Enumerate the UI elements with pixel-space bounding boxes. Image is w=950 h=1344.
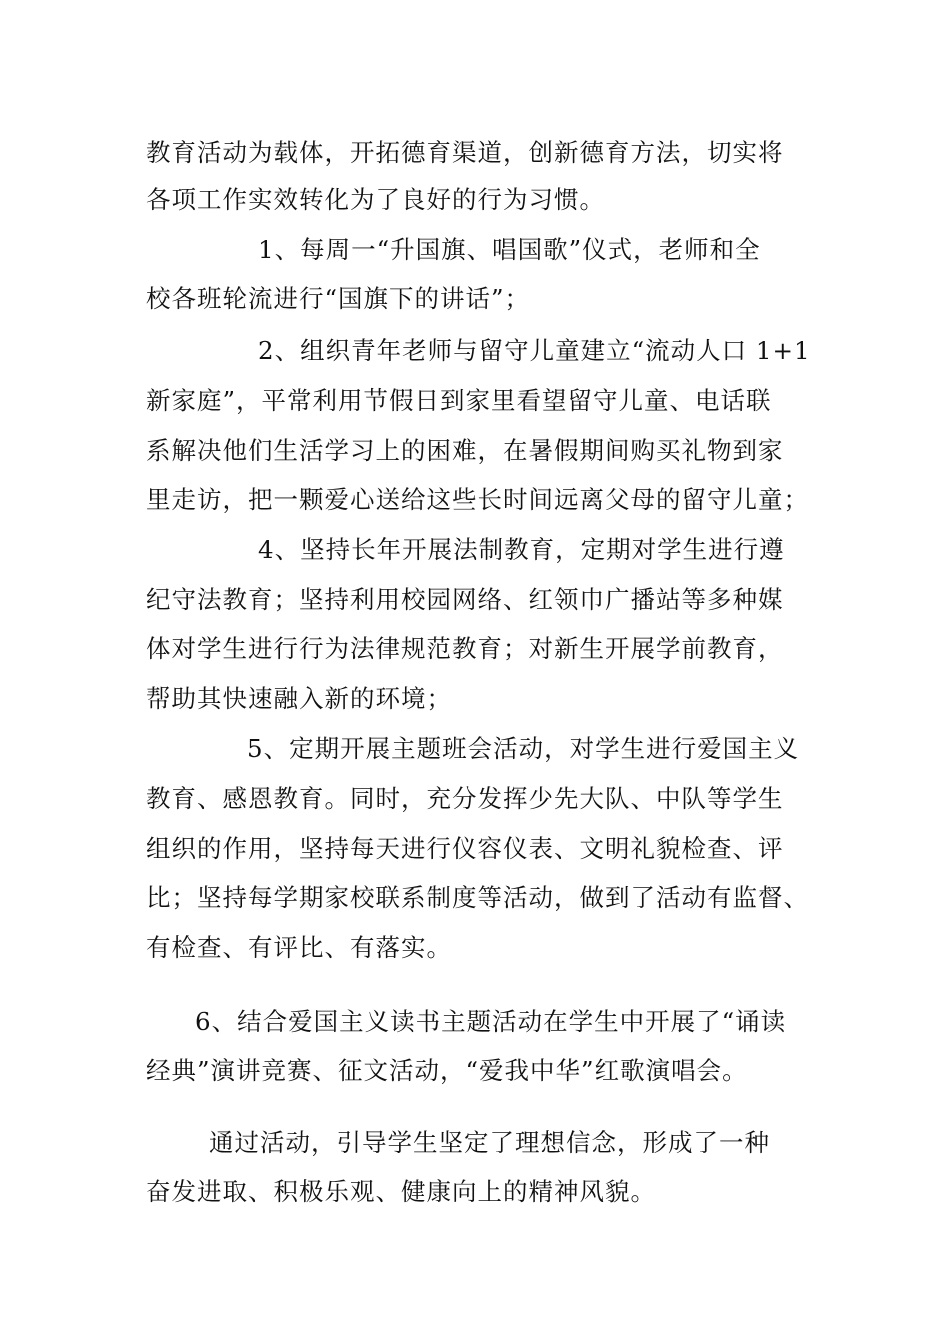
text-line: 6、结合爱国主义读书主题活动在学生中开展了“诵读 [195,1007,787,1036]
text-line: 2、组织青年老师与留守儿童建立“流动人口 1+1 [258,336,811,365]
text-line: 校各班轮流进行“国旗下的讲话”； [146,284,531,313]
text-line: 里走访，把一颗爱心送给这些长时间远离父母的留守儿童； [146,485,809,514]
text-line: 系解决他们生活学习上的困难，在暑假期间购买礼物到家 [146,436,784,465]
text-line: 教育活动为载体，开拓德育渠道，创新德育方法，切实将 [146,138,784,167]
text-line: 各项工作实效转化为了良好的行为习惯。 [146,185,605,214]
text-line: 组织的作用，坚持每天进行仪容仪表、文明礼貌检查、评 [146,834,784,863]
text-line: 奋发进取、积极乐观、健康向上的精神风貌。 [146,1177,656,1206]
text-line: 新家庭”，平常利用节假日到家里看望留守儿童、电话联 [146,386,772,415]
text-line: 经典”演讲竞赛、征文活动，“爱我中华”红歌演唱会。 [146,1056,748,1085]
text-line: 纪守法教育；坚持利用校园网络、红领巾广播站等多种媒 [146,585,784,614]
text-line: 教育、感恩教育。同时，充分发挥少先大队、中队等学生 [146,784,784,813]
text-line: 有检查、有评比、有落实。 [146,933,452,962]
text-line: 比；坚持每学期家校联系制度等活动，做到了活动有监督、 [146,883,809,912]
text-line: 4、坚持长年开展法制教育，定期对学生进行遵 [258,535,785,564]
text-line: 通过活动，引导学生坚定了理想信念，形成了一种 [209,1128,770,1157]
text-line: 帮助其快速融入新的环境； [146,684,452,713]
text-line: 体对学生进行行为法律规范教育；对新生开展学前教育， [146,634,784,663]
text-line: 5、定期开展主题班会活动，对学生进行爱国主义 [247,734,800,763]
text-line: 1、每周一“升国旗、唱国歌”仪式，老师和全 [258,235,761,264]
